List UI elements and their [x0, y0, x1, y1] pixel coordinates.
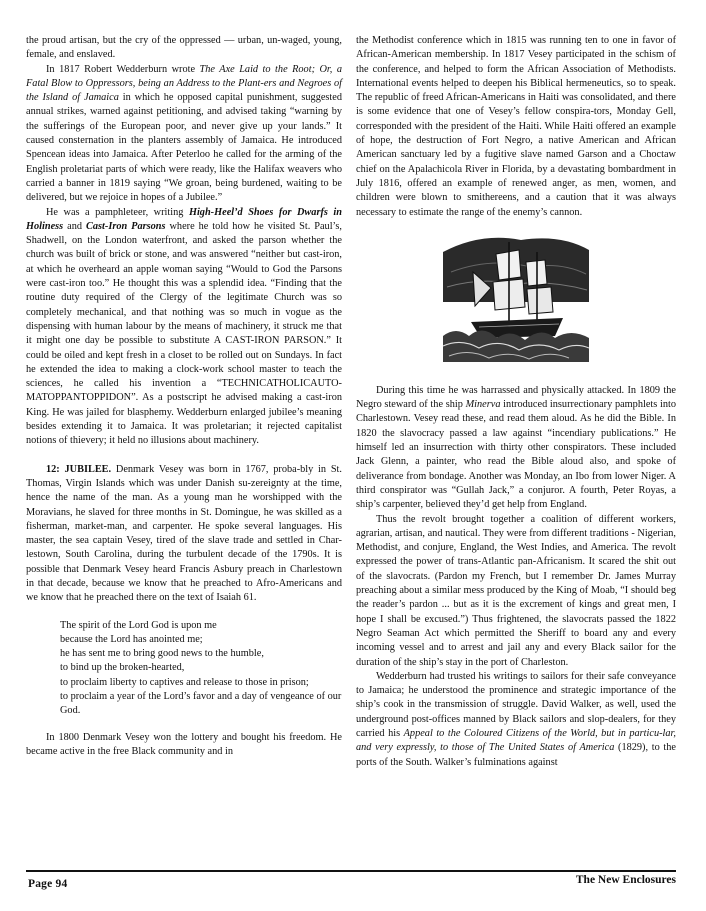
pamphlet-title: High-Heel’d Shoes for Dwarfs in Holiness: [26, 206, 342, 232]
paragraph-text: Denmark Vesey was born in 1767, proba-bly in St. Thomas, Virgin Islands which was under Danish su-zereignty at the time, hence the name of the man. As a young man he worshipped with the Moravians, he slaved for three months in St. Domingue, he was skilled as a fisherman, market-man, and carpenter. He spoke several languages. His master, the sea captain Vesey, tired of the slave trade and settled in Char-lestown, South Carolina, during the turbulent decade of the 1790s. It is possible that Denmark Vesey heard Francis Asbury preach in Charlestown in that decade, because we know that he preached to Afro-Americans and we know that he preached there on the text of Isaiah 61.: [26, 463, 342, 604]
paragraph: [26, 63, 342, 206]
paragraph: [26, 731, 342, 760]
paragraph-text: Thus the revolt brought together a coalition of different workers, agrarian, artisan, and nautical. They were from different traditions - Nigerian, Methodist, and conjure, England, the West Indies, and America. The revolt expressed the power of trans-Atlantic pan-Africanism. It scared the shit out of the slavocrats. (Pardon my French, but I remember Dr. James Murray preaching about a similar mess produced by the King of Moab, “I should beg the reader’s pardon ... but as it is the excrement of kings and great men, I hope I shall be excused.”) Thus frightened, the slavocrats passed the 1822 Negro Seaman Act which permitted the Sheriff to board any and every incoming vessel and to arrest and jail any and every Black sailor for the duration of the ship’s stay in the port of Charleston.: [356, 513, 676, 668]
paragraph-text: the Methodist conference which in 1815 was running ten to one in favor of African-American membership. In 1817 Vesey participated in the schism of the conference, and helped to form the African Association of Methodists. International events helped to deepen his Biblical hermeneutics, so to speak. The republic of freed African-Americans in Haiti was consolidated, and there is some evidence that one of Vesey’s fellow conspira-tors, Monday Gell, corresponded with the president of the Haiti. While Haiti offered an example of hope, the destruction of Fort Negro, a native American and African American sanctuary led by a fugitive slave named Garson and a Choctaw chief on the Apalachicola River in Florida, by a devastating bombardment in July 1816, offered an example of renewed anger, as men, women, and children were blown to smithereens, and a caution that it was always necessary to estimate the range of the enemy’s cannon.: [356, 35, 676, 218]
paragraph-text: (1829), to the ports of the South. Walker’s fulminations against: [356, 742, 676, 768]
paragraph-text: In 1800 Denmark Vesey won the lottery and bought his freedom. He became active in the free Black community and in: [26, 731, 342, 757]
paragraph-text: In 1817 Robert Wedderburn wrote: [46, 63, 200, 75]
quote-line: he has sent me to bring good news to the humble,: [60, 648, 264, 660]
ship-name: Minerva: [465, 399, 501, 411]
paragraph-text: and: [63, 220, 87, 232]
book-title: The Axe Laid to the Root; Or, a Fatal Blow to Oppressors, being an Address to the Plant-ers and Negroes of the Island of Jamaica: [26, 63, 342, 104]
pamphlet-title: Cast-Iron Parsons: [86, 220, 166, 232]
footer-divider: [26, 870, 676, 872]
quote-line: The spirit of the Lord God is upon me: [60, 619, 217, 631]
paragraph: [26, 34, 342, 63]
scripture-quote: [60, 619, 342, 719]
paragraph: [26, 206, 342, 449]
paragraph-text: introduced insurrectionary pamphlets into Charlestown. Vesey read these, and read them aloud. As he did the Bible. In 1820 the slavocracy passed a law against “incendiary publications.” He himself led an insurrection with thirty other conspirators. These included Jack Glenn, a painter, who read the Bible aloud also, and spoke of deliverance from bondage. Another was Monday, an Ibo from lower Niger. A third conspirator was “Gullah Jack,” a conjuror. A fourth, Peter Royas, a ship’s carpenter, believed they’d get help from England.: [356, 399, 676, 511]
quote-line: to bind up the broken-hearted,: [60, 662, 185, 674]
quote-line: to proclaim a year of the Lord’s favor and a day of vengeance of our God.: [60, 691, 342, 717]
paragraph-text: where he told how he visited St. Paul’s, Shadwell, on the London waterfront, and asked the parson whether the church was built of brick or stone, and was answered “neither but cast-iron, at which he overheard an apple woman saying “Would to God the Parsons were cast-iron too.” He thought this was a splendid idea. “Finding that the routine duty required of the Clergy of the legitimate Church was so completely mechanical, and that nothing was so much in vogue as the dispensing with human labour by the means of machinery, it struck me that it might one day be possible to substitute A CAST-IRON PARSON.” It could be oiled and kept fresh in a closet to be rolled out on Sundays. In fact he extended the idea to making a clock-work school master to teach the sciences, he called his invention a “TECHNICATHOLICAUTO-MATOPPANTOPPIDON”. As a postscript he advised making a cast-iron King. He was jailed for blasphemy. Wedderburn enlarged jubilee’s meaning besides extending it to Jamaica. It was proletarian; it rejected capitalist notions of thievery; it held no illusions about machinery.: [26, 220, 342, 447]
paragraph: [26, 463, 342, 606]
ship-engraving: [441, 232, 591, 362]
quote-line: because the Lord has anointed me;: [60, 633, 203, 645]
paragraph-text: the proud artisan, but the cry of the oppressed — urban, un-waged, young, female, and enslaved.: [26, 35, 342, 61]
left-column: [26, 34, 342, 759]
book-title: Appeal to the Coloured Citizens of the World, but in particu-lar, and very expressly, to those of The United States of America: [356, 727, 677, 754]
paragraph-text: Wedderburn had trusted his writings to sailors for their safe conveyance to Jamaica; he understood the prominence and strategic importance of the ship’s cook in the transmission of struggle. David Walker, as well, used the underground post-offices manned by Black sailors and slop-dealers, for they carried his: [356, 670, 676, 739]
quote-line: to proclaim liberty to captives and release to those in prison;: [60, 676, 309, 688]
paragraph-text: During this time he was harrassed and physically attacked. In 1809 the Negro steward of the ship: [356, 384, 676, 411]
paragraph: [356, 670, 676, 770]
paragraph: [356, 513, 676, 670]
paragraph-text: in which he opposed capital punishment, suggested annual strikes, warned against petitioning, and advised taking “warning by the sufferings of the European poor, and never give up your lands.” It caused consternation in the planters assembly of Jamaica. He introduced Spencean ideas into Jamaica. After Peterloo he called for the arming of the English proletariat parts of which were ready, like the Halifax weavers who carried a banner in 1819 saying “We groan, being burdened, waiting to be delivered, but we rejoice in hopes of a Jubilee.”: [26, 92, 342, 204]
section-heading: 12: JUBILEE.: [46, 463, 112, 475]
paragraph-text: He was a pamphleteer, writing: [46, 206, 189, 218]
paragraph: [356, 384, 676, 513]
paragraph: [356, 34, 676, 220]
publication-title: The New Enclosures: [575, 874, 676, 886]
right-column: [356, 34, 676, 770]
page-number: Page 94: [28, 878, 68, 890]
sailing-ship-illustration: [441, 232, 591, 362]
